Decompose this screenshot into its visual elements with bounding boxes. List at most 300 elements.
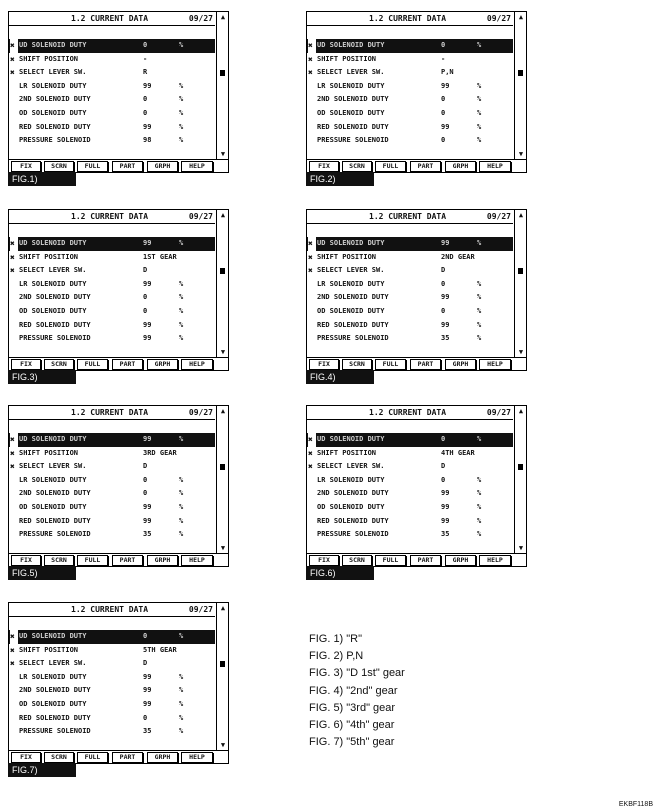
- fn-button-part[interactable]: PART: [410, 359, 441, 370]
- data-item-name: SELECT LEVER SW.: [19, 462, 87, 471]
- fn-button-help[interactable]: HELP: [181, 359, 213, 370]
- function-key-bar: [307, 357, 526, 370]
- data-item-unit: %: [179, 293, 184, 302]
- data-row[interactable]: [9, 515, 215, 529]
- fixed-item-x-icon: ✖: [308, 39, 316, 53]
- data-item-name: 2ND SOLENOID DUTY: [19, 95, 91, 104]
- data-row[interactable]: [307, 501, 513, 515]
- data-row[interactable]: [9, 93, 215, 107]
- data-row[interactable]: [9, 630, 215, 644]
- data-item-value: P,N: [441, 68, 454, 77]
- data-item-value: D: [441, 462, 446, 471]
- fixed-item-x-icon: ✖: [308, 462, 313, 472]
- data-row[interactable]: [307, 39, 513, 53]
- data-item-value: 98: [143, 136, 152, 145]
- data-item-name: SHIFT POSITION: [317, 252, 377, 261]
- fn-button-full[interactable]: FULL: [375, 161, 406, 172]
- data-item-value: D: [441, 266, 446, 275]
- data-item-unit: %: [179, 279, 184, 288]
- fixed-item-x-icon: ✖: [308, 252, 313, 262]
- data-item-name: RED SOLENOID DUTY: [317, 122, 389, 131]
- scroll-up-arrow-icon[interactable]: ▲: [220, 211, 226, 219]
- data-item-name: RED SOLENOID DUTY: [19, 713, 91, 722]
- data-item-unit: %: [179, 713, 184, 722]
- data-item-name: OD SOLENOID DUTY: [19, 699, 87, 708]
- data-item-unit: %: [179, 122, 184, 131]
- figure-label: FIG.1): [8, 172, 76, 186]
- data-item-name: UD SOLENOID DUTY: [19, 239, 87, 247]
- fn-button-grph[interactable]: GRPH: [445, 359, 476, 370]
- scan-tool-panel-1: [8, 11, 229, 186]
- legend-item-4: FIG. 4) "2nd" gear: [309, 684, 398, 697]
- data-item-value: 0: [441, 108, 446, 117]
- fn-button-help[interactable]: HELP: [479, 161, 511, 172]
- data-list: [9, 630, 215, 739]
- fn-button-scrn[interactable]: SCRN: [44, 555, 74, 566]
- fn-button-help[interactable]: HELP: [181, 752, 213, 763]
- data-list: [9, 237, 215, 346]
- fixed-item-x-icon: ✖: [308, 237, 316, 251]
- scroll-down-arrow-icon[interactable]: ▼: [220, 348, 226, 356]
- data-item-value: 0: [143, 108, 148, 117]
- data-row[interactable]: [307, 66, 513, 80]
- fn-button-grph[interactable]: GRPH: [445, 555, 476, 566]
- function-key-bar: [9, 553, 228, 566]
- data-item-name: RED SOLENOID DUTY: [317, 516, 389, 525]
- scroll-up-arrow-icon[interactable]: ▲: [220, 407, 226, 415]
- data-item-unit: %: [179, 727, 184, 736]
- data-item-name: LR SOLENOID DUTY: [19, 279, 87, 288]
- data-item-value: 5TH GEAR: [143, 645, 177, 654]
- data-item-name: SELECT LEVER SW.: [317, 266, 385, 275]
- page-indicator: 09/27: [486, 14, 511, 23]
- data-row[interactable]: [307, 107, 513, 121]
- data-item-value: 0: [143, 306, 148, 315]
- data-item-name: PRESSURE SOLENOID: [19, 530, 91, 539]
- scan-tool-screen: [8, 405, 229, 567]
- scan-tool-screen: [306, 405, 527, 567]
- fixed-item-x-icon: ✖: [10, 266, 15, 276]
- data-row[interactable]: [307, 291, 513, 305]
- fn-button-full[interactable]: FULL: [77, 161, 108, 172]
- data-row[interactable]: [307, 474, 513, 488]
- data-item-name: OD SOLENOID DUTY: [19, 306, 87, 315]
- data-item-value: D: [143, 266, 148, 275]
- data-row[interactable]: [307, 319, 513, 333]
- data-item-value: 3RD GEAR: [143, 448, 177, 457]
- data-row[interactable]: [307, 305, 513, 319]
- fn-button-full[interactable]: FULL: [77, 752, 108, 763]
- screen-title: 1.2 CURRENT DATA: [71, 212, 149, 221]
- scroll-down-arrow-icon[interactable]: ▼: [518, 544, 524, 552]
- fn-button-grph[interactable]: GRPH: [147, 359, 178, 370]
- data-item-name: SHIFT POSITION: [19, 252, 79, 261]
- scrollbar[interactable]: [216, 210, 228, 358]
- fn-button-grph[interactable]: GRPH: [445, 161, 476, 172]
- scroll-thumb[interactable]: [518, 268, 523, 274]
- data-item-value: 35: [143, 530, 152, 539]
- data-item-value: 0: [441, 435, 446, 443]
- fn-button-part[interactable]: PART: [112, 752, 143, 763]
- data-item-value: 0: [143, 475, 148, 484]
- data-item-name: OD SOLENOID DUTY: [19, 108, 87, 117]
- fn-button-scrn[interactable]: SCRN: [342, 359, 372, 370]
- data-item-value: 99: [143, 672, 152, 681]
- data-row[interactable]: [9, 319, 215, 333]
- function-key-bar: [307, 553, 526, 566]
- data-row[interactable]: [307, 447, 513, 461]
- data-item-unit: %: [477, 239, 482, 247]
- data-item-name: SHIFT POSITION: [19, 54, 79, 63]
- scrollbar[interactable]: [514, 12, 526, 160]
- data-item-name: 2ND SOLENOID DUTY: [317, 489, 389, 498]
- data-row[interactable]: [9, 644, 215, 658]
- data-item-name: 2ND SOLENOID DUTY: [19, 489, 91, 498]
- fixed-item-x-icon: ✖: [308, 54, 313, 64]
- screen-title: 1.2 CURRENT DATA: [369, 212, 447, 221]
- data-item-name: LR SOLENOID DUTY: [19, 475, 87, 484]
- data-item-name: SHIFT POSITION: [19, 645, 79, 654]
- data-item-name: UD SOLENOID DUTY: [19, 435, 87, 443]
- fixed-item-x-icon: ✖: [10, 462, 15, 472]
- fixed-item-x-icon: ✖: [308, 433, 316, 447]
- data-row[interactable]: [307, 237, 513, 251]
- data-item-value: 0: [143, 632, 148, 640]
- data-item-value: 1ST GEAR: [143, 252, 177, 261]
- data-row[interactable]: [307, 264, 513, 278]
- data-row[interactable]: [9, 291, 215, 305]
- data-item-value: 99: [143, 122, 152, 131]
- data-row[interactable]: [9, 684, 215, 698]
- fn-button-help[interactable]: HELP: [479, 359, 511, 370]
- data-row[interactable]: [9, 134, 215, 148]
- fn-button-grph[interactable]: GRPH: [147, 555, 178, 566]
- data-item-value: -: [143, 54, 148, 63]
- fixed-item-x-icon: ✖: [10, 252, 15, 262]
- data-item-value: 2ND GEAR: [441, 252, 475, 261]
- fn-button-scrn[interactable]: SCRN: [44, 359, 74, 370]
- screen-title: 1.2 CURRENT DATA: [71, 605, 149, 614]
- data-item-value: -: [441, 54, 446, 63]
- data-row[interactable]: [9, 107, 215, 121]
- data-row[interactable]: [9, 237, 215, 251]
- data-item-unit: %: [179, 334, 184, 343]
- data-item-value: 0: [441, 136, 446, 145]
- fn-button-fix[interactable]: FIX: [11, 752, 41, 763]
- fn-button-scrn[interactable]: SCRN: [44, 752, 74, 763]
- data-item-value: 99: [143, 334, 152, 343]
- figure-label: FIG.6): [306, 566, 374, 580]
- data-item-value: 99: [143, 699, 152, 708]
- data-item-name: PRESSURE SOLENOID: [317, 334, 389, 343]
- data-item-name: UD SOLENOID DUTY: [317, 239, 385, 247]
- fn-button-fix[interactable]: FIX: [11, 161, 41, 172]
- fn-button-scrn[interactable]: SCRN: [342, 161, 372, 172]
- data-item-value: D: [143, 659, 148, 668]
- data-row[interactable]: [9, 447, 215, 461]
- data-item-name: 2ND SOLENOID DUTY: [317, 95, 389, 104]
- fn-button-grph[interactable]: GRPH: [147, 161, 178, 172]
- data-row[interactable]: [307, 528, 513, 542]
- scroll-up-arrow-icon[interactable]: ▲: [220, 604, 226, 612]
- data-item-value: 99: [143, 239, 152, 247]
- scrollbar[interactable]: [514, 210, 526, 358]
- data-row[interactable]: [307, 134, 513, 148]
- data-row[interactable]: [9, 305, 215, 319]
- scrollbar[interactable]: [216, 603, 228, 751]
- data-row[interactable]: [9, 671, 215, 685]
- fixed-item-x-icon: ✖: [10, 68, 15, 78]
- data-row[interactable]: [9, 433, 215, 447]
- figure-legend: [309, 631, 509, 751]
- data-item-name: SHIFT POSITION: [317, 54, 377, 63]
- data-item-value: 4TH GEAR: [441, 448, 475, 457]
- fn-button-help[interactable]: HELP: [479, 555, 511, 566]
- fixed-item-x-icon: ✖: [10, 630, 18, 644]
- data-item-unit: %: [477, 41, 482, 49]
- legend-item-7: FIG. 7) "5th" gear: [309, 736, 395, 749]
- data-item-value: 99: [441, 81, 450, 90]
- data-row[interactable]: [9, 80, 215, 94]
- data-item-value: 0: [441, 95, 446, 104]
- data-item-value: R: [143, 68, 148, 77]
- data-item-value: 0: [143, 41, 148, 49]
- screen-title: 1.2 CURRENT DATA: [369, 408, 447, 417]
- data-item-name: SELECT LEVER SW.: [19, 266, 87, 275]
- screen-header: [9, 12, 215, 26]
- data-row[interactable]: [9, 698, 215, 712]
- data-item-unit: %: [179, 530, 184, 539]
- data-item-unit: %: [477, 81, 482, 90]
- data-item-value: 99: [143, 81, 152, 90]
- data-item-value: 99: [441, 502, 450, 511]
- fn-button-fix[interactable]: FIX: [309, 161, 339, 172]
- data-item-unit: %: [179, 699, 184, 708]
- scroll-thumb[interactable]: [220, 268, 225, 274]
- figure-label: FIG.4): [306, 370, 374, 384]
- scroll-up-arrow-icon[interactable]: ▲: [518, 211, 524, 219]
- data-row[interactable]: [9, 487, 215, 501]
- legend-item-3: FIG. 3) "D 1st" gear: [309, 667, 405, 680]
- scrollbar[interactable]: [216, 12, 228, 160]
- data-row[interactable]: [9, 264, 215, 278]
- fn-button-full[interactable]: FULL: [375, 359, 406, 370]
- data-row[interactable]: [307, 53, 513, 67]
- data-row[interactable]: [9, 528, 215, 542]
- fn-button-part[interactable]: PART: [112, 555, 143, 566]
- scroll-thumb[interactable]: [220, 70, 225, 76]
- data-row[interactable]: [9, 53, 215, 67]
- data-row[interactable]: [9, 39, 215, 53]
- scroll-down-arrow-icon[interactable]: ▼: [220, 741, 226, 749]
- data-item-name: 2ND SOLENOID DUTY: [317, 293, 389, 302]
- page-indicator: 09/27: [188, 605, 213, 614]
- data-row[interactable]: [9, 460, 215, 474]
- scan-tool-panel-2: [306, 11, 527, 186]
- fn-button-fix[interactable]: FIX: [11, 555, 41, 566]
- data-item-name: UD SOLENOID DUTY: [19, 41, 87, 49]
- data-item-name: LR SOLENOID DUTY: [317, 81, 385, 90]
- function-key-bar: [9, 357, 228, 370]
- data-row[interactable]: [307, 278, 513, 292]
- scroll-down-arrow-icon[interactable]: ▼: [220, 150, 226, 158]
- fn-button-scrn[interactable]: SCRN: [44, 161, 74, 172]
- data-item-value: 0: [143, 713, 148, 722]
- data-item-value: 35: [441, 530, 450, 539]
- legend-item-2: FIG. 2) P,N: [309, 650, 364, 663]
- data-row[interactable]: [9, 501, 215, 515]
- scan-tool-panel-5: [8, 405, 229, 580]
- data-item-name: SELECT LEVER SW.: [317, 68, 385, 77]
- data-item-value: D: [143, 462, 148, 471]
- scroll-up-arrow-icon[interactable]: ▲: [518, 407, 524, 415]
- fn-button-fix[interactable]: FIX: [309, 359, 339, 370]
- fn-button-full[interactable]: FULL: [77, 555, 108, 566]
- fn-button-part[interactable]: PART: [410, 161, 441, 172]
- scroll-thumb[interactable]: [518, 70, 523, 76]
- page-indicator: 09/27: [188, 408, 213, 417]
- data-item-value: 0: [441, 306, 446, 315]
- screen-header: [307, 12, 513, 26]
- scan-tool-screen: [306, 11, 527, 173]
- data-item-value: 0: [143, 95, 148, 104]
- data-row[interactable]: [307, 460, 513, 474]
- scroll-up-arrow-icon[interactable]: ▲: [518, 13, 524, 21]
- scan-tool-panel-6: [306, 405, 527, 580]
- fn-button-fix[interactable]: FIX: [11, 359, 41, 370]
- data-item-unit: %: [477, 530, 482, 539]
- page-indicator: 09/27: [486, 212, 511, 221]
- figure-label: FIG.5): [8, 566, 76, 580]
- fn-button-help[interactable]: HELP: [181, 555, 213, 566]
- data-item-name: RED SOLENOID DUTY: [19, 516, 91, 525]
- data-row[interactable]: [307, 93, 513, 107]
- fn-button-grph[interactable]: GRPH: [147, 752, 178, 763]
- data-item-value: 99: [143, 516, 152, 525]
- fn-button-part[interactable]: PART: [410, 555, 441, 566]
- scan-tool-panel-4: [306, 209, 527, 384]
- scrollbar[interactable]: [514, 406, 526, 554]
- data-row[interactable]: [307, 121, 513, 135]
- data-row[interactable]: [9, 474, 215, 488]
- data-row[interactable]: [9, 657, 215, 671]
- data-row[interactable]: [9, 278, 215, 292]
- data-row[interactable]: [307, 80, 513, 94]
- data-row[interactable]: [307, 515, 513, 529]
- scrollbar[interactable]: [216, 406, 228, 554]
- data-item-name: 2ND SOLENOID DUTY: [19, 686, 91, 695]
- figure-code: EKBF118B: [618, 801, 653, 808]
- data-row[interactable]: [307, 251, 513, 265]
- data-item-value: 99: [441, 122, 450, 131]
- figure-label: FIG.7): [8, 763, 76, 777]
- data-item-value: 0: [441, 41, 446, 49]
- data-row[interactable]: [307, 332, 513, 346]
- screen-header: [307, 210, 513, 224]
- data-item-name: RED SOLENOID DUTY: [19, 320, 91, 329]
- data-item-value: 99: [143, 435, 152, 443]
- data-item-name: PRESSURE SOLENOID: [317, 530, 389, 539]
- fn-button-full[interactable]: FULL: [77, 359, 108, 370]
- data-item-unit: %: [477, 475, 482, 484]
- data-item-value: 35: [441, 334, 450, 343]
- data-row[interactable]: [9, 712, 215, 726]
- scroll-thumb[interactable]: [518, 464, 523, 470]
- data-item-name: SELECT LEVER SW.: [317, 462, 385, 471]
- data-item-unit: %: [179, 95, 184, 104]
- data-row[interactable]: [9, 332, 215, 346]
- function-key-bar: [307, 159, 526, 172]
- data-row[interactable]: [307, 487, 513, 501]
- screen-header: [307, 406, 513, 420]
- data-item-unit: %: [477, 306, 482, 315]
- data-row[interactable]: [9, 121, 215, 135]
- data-item-unit: %: [179, 502, 184, 511]
- data-item-name: OD SOLENOID DUTY: [317, 108, 385, 117]
- scroll-down-arrow-icon[interactable]: ▼: [518, 348, 524, 356]
- page-indicator: 09/27: [188, 212, 213, 221]
- data-item-value: 99: [143, 279, 152, 288]
- data-item-name: RED SOLENOID DUTY: [19, 122, 91, 131]
- fixed-item-x-icon: ✖: [10, 433, 18, 447]
- screen-title: 1.2 CURRENT DATA: [71, 14, 149, 23]
- fixed-item-x-icon: ✖: [10, 237, 18, 251]
- data-item-unit: %: [477, 95, 482, 104]
- data-item-name: PRESSURE SOLENOID: [19, 334, 91, 343]
- data-item-name: SELECT LEVER SW.: [19, 68, 87, 77]
- scan-tool-screen: [8, 11, 229, 173]
- data-row[interactable]: [9, 251, 215, 265]
- screen-header: [9, 210, 215, 224]
- fn-button-scrn[interactable]: SCRN: [342, 555, 372, 566]
- function-key-bar: [9, 750, 228, 763]
- data-item-value: 99: [441, 293, 450, 302]
- data-item-value: 0: [143, 489, 148, 498]
- data-item-name: OD SOLENOID DUTY: [19, 502, 87, 511]
- data-item-unit: %: [477, 320, 482, 329]
- scan-tool-panel-7: [8, 602, 229, 777]
- data-item-unit: %: [477, 136, 482, 145]
- fn-button-help[interactable]: HELP: [181, 161, 213, 172]
- fn-button-full[interactable]: FULL: [375, 555, 406, 566]
- data-item-unit: %: [477, 108, 482, 117]
- data-row[interactable]: [9, 725, 215, 739]
- screen-title: 1.2 CURRENT DATA: [71, 408, 149, 417]
- fn-button-part[interactable]: PART: [112, 161, 143, 172]
- data-item-name: SHIFT POSITION: [19, 448, 79, 457]
- data-list: [307, 433, 513, 542]
- data-item-name: UD SOLENOID DUTY: [317, 41, 385, 49]
- data-item-unit: %: [477, 334, 482, 343]
- scroll-thumb[interactable]: [220, 464, 225, 470]
- scroll-thumb[interactable]: [220, 661, 225, 667]
- scroll-down-arrow-icon[interactable]: ▼: [518, 150, 524, 158]
- data-row[interactable]: [9, 66, 215, 80]
- legend-item-5: FIG. 5) "3rd" gear: [309, 701, 396, 714]
- scroll-down-arrow-icon[interactable]: ▼: [220, 544, 226, 552]
- data-item-unit: %: [179, 672, 184, 681]
- data-row[interactable]: [307, 433, 513, 447]
- fn-button-fix[interactable]: FIX: [309, 555, 339, 566]
- data-item-unit: %: [179, 435, 184, 443]
- fixed-item-x-icon: ✖: [10, 54, 15, 64]
- screen-title: 1.2 CURRENT DATA: [369, 14, 447, 23]
- data-list: [307, 39, 513, 148]
- scroll-up-arrow-icon[interactable]: ▲: [220, 13, 226, 21]
- data-item-value: 35: [143, 727, 152, 736]
- data-item-name: LR SOLENOID DUTY: [317, 279, 385, 288]
- fn-button-part[interactable]: PART: [112, 359, 143, 370]
